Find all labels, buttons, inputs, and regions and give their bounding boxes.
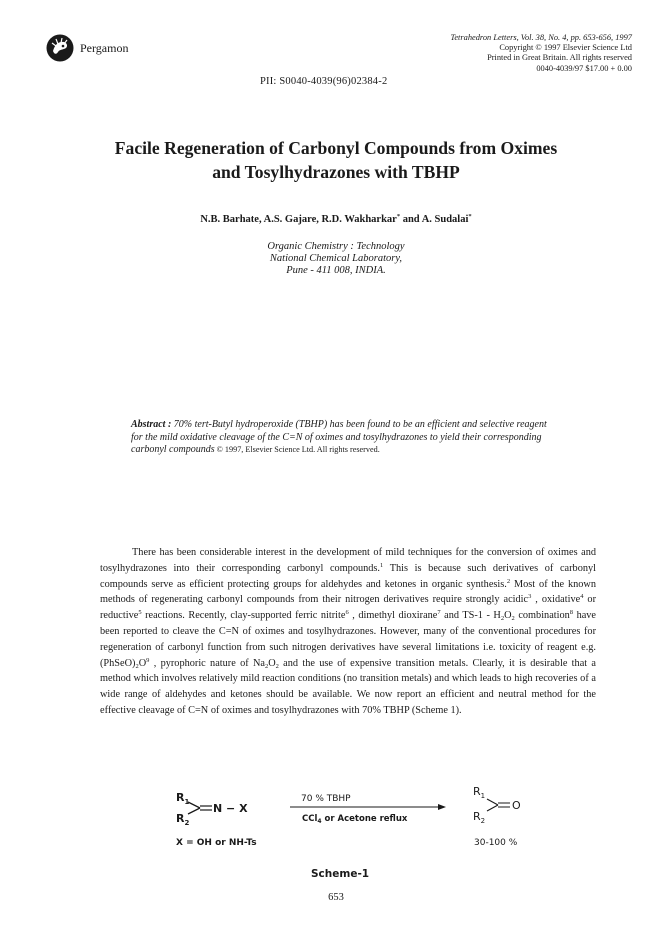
reference-2: 2 xyxy=(506,577,511,585)
title-line-1: Facile Regeneration of Carbonyl Compounds from Oximes xyxy=(114,138,558,158)
subscript: 2 xyxy=(511,615,515,623)
copyright-line: Copyright © 1997 Elsevier Science Ltd xyxy=(499,43,632,53)
sentence: , pyrophoric nature of Na xyxy=(149,657,265,669)
sentence: Most of the known methods of regenerating carbonyl compounds from their nitrogen derivatives require strongly acidic xyxy=(100,578,596,606)
scheme-caption: Scheme-1 xyxy=(311,868,370,880)
reference-3: 3 xyxy=(528,593,532,601)
affiliation xyxy=(60,241,612,277)
publisher-name: Pergamon xyxy=(80,40,129,55)
journal-info xyxy=(372,33,632,74)
abstract-copyright: © 1997, Elsevier Science Ltd. All rights reserved. xyxy=(214,445,380,455)
sentence: There has been considerable interest in the development of mild techniques for the conversion of oximes and tosylhydrazones into their corresponding carbonyl compounds. xyxy=(100,547,596,574)
abstract xyxy=(131,419,549,457)
reactant-r2: $R_2$ xyxy=(176,812,190,827)
reagent-top: 70 % TBHP xyxy=(301,794,351,804)
product-bond-r1 xyxy=(487,799,498,805)
reference-5: 5 xyxy=(138,609,142,617)
abstract-label: Abstract : xyxy=(131,419,172,430)
subscript: 2 xyxy=(135,662,139,670)
sentence: This is because such derivatives of carbonyl compounds serve as efficient protecting groups for aldehydes and ketones in organic synthesis. xyxy=(100,562,597,590)
sentence: , dimethyl dioxirane xyxy=(348,610,438,622)
journal-citation: Tetrahedron Letters, Vol. 38, No. 4, pp. 653-656, 1997 xyxy=(450,33,632,42)
affiliation-line-2: National Chemical Laboratory, xyxy=(269,253,403,264)
sentence: combination xyxy=(514,610,570,622)
affiliation-line-1: Organic Chemistry : Technology xyxy=(267,241,405,252)
subscript: 2 xyxy=(275,662,279,670)
sentence: or reductive xyxy=(100,594,596,622)
sentence: , oxidative xyxy=(531,594,581,606)
bond-r2 xyxy=(188,808,200,814)
reference-1: 1 xyxy=(380,561,384,569)
authors-part-2: and A. Sudalai xyxy=(400,214,469,225)
reference-7: 7 xyxy=(437,609,441,617)
printed-line: Printed in Great Britain. All rights reserved xyxy=(487,53,632,63)
authors-part-1: N.B. Barhate, A.S. Gajare, R.D. Wakharkar xyxy=(200,214,397,225)
subscript: 2 xyxy=(500,615,505,623)
abstract-text: 70% tert-Butyl hydroperoxide (TBHP) has been found to be an efficient and selective reagent for the mild oxidative cleavage of the C=N of oximes and tosylhydrazones to yield their corresponding carbonyl compounds xyxy=(131,419,547,456)
author-list xyxy=(60,214,612,225)
yield-range: 30-100 % xyxy=(474,838,518,848)
reference-6: 6 xyxy=(345,609,349,617)
sentence: and the use of expensive transition metals. Clearly, it is desirable that a method which involves relatively mild reaction conditions (no transition metals) and which leads to high recoveries of a wide range of aldehydes and ketones should be available. We now report an efficient and neutral method for the effective cleavage of C=N of oximes and tosylhydrazones with 70% TBHP (Scheme 1). xyxy=(100,657,596,716)
sentence: and TS-1 - H xyxy=(440,610,501,622)
reaction-arrow-head-icon xyxy=(438,804,446,810)
reference-8: 8 xyxy=(569,609,574,617)
pergamon-logo-icon xyxy=(46,34,74,62)
corresponding-mark-1: * xyxy=(396,213,401,220)
sentence: O xyxy=(504,610,512,622)
sentence: reactions. Recently, clay-supported ferric nitrite xyxy=(141,610,346,622)
sentence: O xyxy=(138,657,147,669)
reagent-bottom: CCl$_4$ or Acetone reflux xyxy=(302,814,408,825)
sentence: O xyxy=(268,657,276,669)
x-definition: X = OH or NH-Ts xyxy=(176,838,257,848)
product-r2: $R_2$ xyxy=(473,810,486,825)
page-number: 653 xyxy=(328,892,344,903)
body-paragraph xyxy=(100,545,596,719)
publisher-block xyxy=(46,34,128,62)
price-line: 0040-4039/97 $17.00 + 0.00 xyxy=(536,63,632,73)
reactant-r1: $R_1$ xyxy=(176,791,190,806)
title-line-2: and Tosylhydrazones with TBHP xyxy=(212,162,460,182)
sentence: have been reported to cleave the C=N of oximes and tosylhydrazones. However, many of the conventional procedures for regeneration of carbonyl function from such nitrogen derivatives have several limitations i.e. toxicity of reagent e.g. (PhSeO) xyxy=(100,610,597,669)
product-bond-r2 xyxy=(487,805,498,811)
pii-identifier: PII: S0040-4039(96)02384-2 xyxy=(260,76,388,87)
imine-group: N − X xyxy=(213,802,248,815)
subscript: 2 xyxy=(264,662,269,670)
product-r1: $R_1$ xyxy=(473,785,486,800)
article-title xyxy=(60,136,612,184)
reaction-scheme xyxy=(0,775,672,885)
paragraph-1 xyxy=(100,545,596,719)
affiliation-line-3: Pune - 411 008, INDIA. xyxy=(286,265,386,276)
corresponding-mark-2: * xyxy=(468,213,472,220)
reference-4: 4 xyxy=(580,593,584,601)
reference-9: 9 xyxy=(146,656,150,664)
carbonyl-oxygen: O xyxy=(512,799,521,812)
bond-r1 xyxy=(188,802,200,808)
